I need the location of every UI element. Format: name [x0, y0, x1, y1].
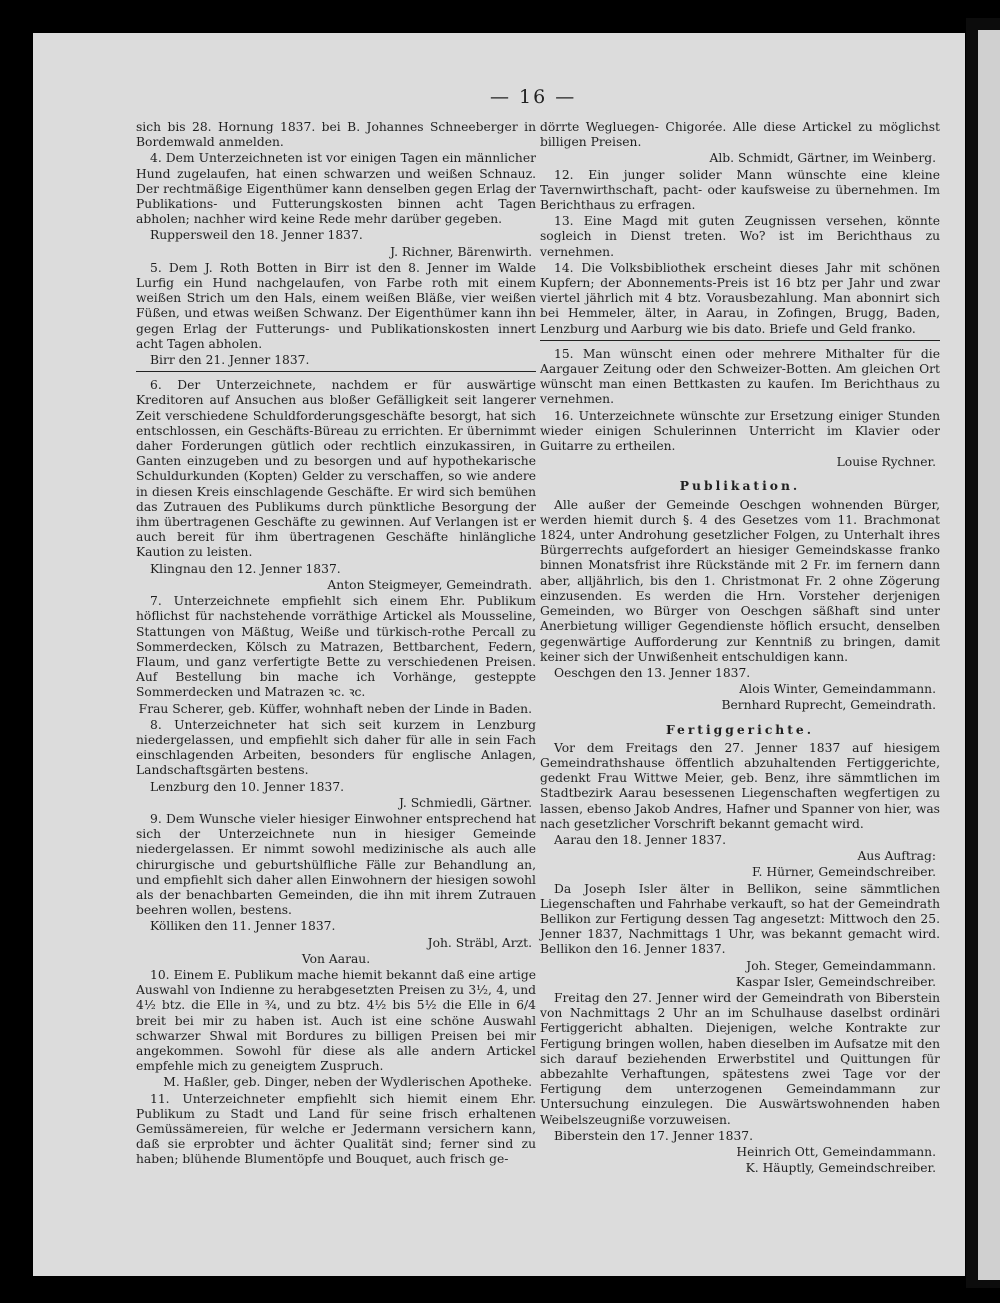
notice-paragraph: Kölliken den 11. Jenner 1837.	[150, 919, 336, 934]
notice-paragraph: Klingnau den 12. Jenner 1837.	[150, 561, 341, 576]
signature-line: Heinrich Ott, Gemeindammann.	[736, 1145, 936, 1159]
notice-paragraph: sich bis 28. Hornung 1837. bei B. Johannes Schneeberger in Bordemwald anmelden.	[136, 120, 536, 150]
notice-paragraph: Biberstein den 17. Jenner 1837.	[554, 1128, 754, 1143]
right-column	[540, 120, 940, 1177]
signature-line: Joh. Steger, Gemeindammann.	[746, 958, 936, 973]
notice-paragraph: 10. Einem E. Publikum mache hiemit bekannt daß eine artige Auswahl von Indienne zu herabgesetzten Preisen zu 3½, 4, und 4½ btz. die Elle in ¾, und zu btz. 4½ bis 5½ die Elle in 6/4 breit bei mir zu haben ist. Auch ist eine schöne Auswahl schwarzer Shwal mit Bordures zu billigen Preisen bei mir angekommen. Sowohl für diese als alle andern Artickel empfehle mich zu geneigtem Zuspruch.	[136, 967, 536, 1074]
notice-paragraph: Lenzburg den 10. Jenner 1837.	[150, 779, 345, 794]
signature-line: Kaspar Isler, Gemeindschreiber.	[735, 974, 936, 989]
signature-line: Bernhard Ruprecht, Gemeindrath.	[721, 698, 936, 713]
notice-paragraph: Alle außer der Gemeinde Oeschgen wohnenden Bürger, werden hiemit durch §. 4 des Gesetzes vom 11. Brachmonat 1824, unter Androhung gesetzlicher Folgen, zu Unterhalt ihres Bürgerrechts aufgefordert an hiesiger Gemeindskasse franko binnen Monatsfrist ihre Rückstände mit 2 Fr. im fernern dann aber, alljährlich, bis den 1. Christmonat Fr. 2 ohne Zögerung einzusenden. Es werden die Hrn. Vorsteher derjenigen Gemeinden, wo Bürger von Oeschgen säßhaft sind unter Anerbietung williger Gegendienste höflich ersucht, denselben gegenwärtige Aufforderung zur Kenntniß zu bringen, damit keiner sich der Unwißenheit entschuldigen kann.	[540, 497, 940, 664]
signature-line: K. Häuptly, Gemeindschreiber.	[745, 1161, 936, 1176]
notice-paragraph: 16. Unterzeichnete wünschte zur Ersetzung einiger Stunden wieder einigen Schulerinnen Unterricht im Klavier oder Guitarre zu ertheilen.	[540, 408, 940, 454]
notice-paragraph: 4. Dem Unterzeichneten ist vor einigen Tagen ein männlicher Hund zugelaufen, hat einen schwarzen und weißen Schnauz. Der rechtmäßige Eigenthümer kann denselben gegen Erlag der Publikations- und Futterungskosten binnen acht Tagen abholen; nachher wird keine Rede mehr darüber gegeben.	[136, 151, 536, 227]
notice-paragraph: Von Aarau.	[301, 951, 371, 966]
signature-line: M. Haßler, geb. Dinger, neben der Wydlerischen Apotheke.	[163, 1075, 532, 1090]
notice-paragraph: 7. Unterzeichnete empfiehlt sich einem Ehr. Publikum höflichst für nachstehende vorräthige Artickel als Mousseline, Stattungen von Mäßtug, Weiße und türkisch-rothe Percall zu Sommerdecken, Kölsch zu Matrazen, Bettbarchent, Federn, Flaum, und ganz verfertigte Bette zu verschiedenen Preisen. Auf Bestellung bin mache ich Vorhänge, gesteppte Sommerdecken und Matrazen ꝛc. ꝛc.	[136, 594, 536, 700]
signature-line: Alois Winter, Gemeindammann.	[739, 682, 936, 697]
notice-paragraph: 5. Dem J. Roth Botten in Birr ist den 8. Jenner im Walde Lurfig ein Hund nachgelaufen, von Farbe roth mit einem weißen Strich um den Hals, einem weißen Bläße, vier weißen Füßen, und etwas weißen Schwanz. Der Eigenthümer kann ihn gegen Erlag der Futterungs- und Publikationskosten innert acht Tagen abholen.	[136, 260, 536, 351]
notice-paragraph: 13. Eine Magd mit guten Zeugnissen versehen, könnte sogleich in Dienst treten. Wo? ist im Berichthaus zu vernehmen.	[540, 214, 940, 259]
signature-line: Aus Auftrag:	[857, 849, 936, 864]
notice-paragraph: 6. Der Unterzeichnete, nachdem er für auswärtige Kreditoren auf Ansuchen aus bloßer Gefälligkeit seit langerer Zeit verschiedene Schuldforderungsgeschäfte besorgt, hat sich entschlossen, ein Geschäfts-Büreau zu errichten. Er übernimmt daher Forderungen gütlich oder rechtlich einzukassiren, in Ganten einzugeben und zu besorgen und auf hypothekarische Schuldurkunden (Kopten) Gelder zu verschaffen, so wie andere in diesen Kreis einschlagende Geschäfte. Er wird sich bemühen das Zutrauen des Publikums durch pünktliche Besorgung der ihm übertragenen Geschäfte zu gewinnen. Auf Verlangen ist er auch bereit für ihm übertragenen Geschäfte hinlängliche Kaution zu leisten.	[136, 378, 536, 560]
signature-line: J. Richner, Bärenwirth.	[390, 244, 532, 259]
section-divider	[136, 371, 536, 372]
left-column	[136, 120, 536, 1169]
signature-line: J. Schmiedli, Gärtner.	[398, 795, 532, 810]
notice-paragraph: Da Joseph Isler älter in Bellikon, seine sämmtlichen Liegenschaften und Fahrhabe verkauft, so hat der Gemeindrath Bellikon zur Fertigung dessen Tag angesetzt: Mittwoch den 25. Jenner 1837, Nachmittags 1 Uhr, was bekannt gemacht wird. Bellikon den 16. Jenner 1837.	[540, 881, 940, 957]
notice-paragraph: Birr den 21. Jenner 1837.	[150, 353, 310, 368]
signature-line: Anton Steigmeyer, Gemeindrath.	[327, 577, 532, 592]
notice-paragraph: 15. Man wünscht einen oder mehrere Mithalter für die Aargauer Zeitung oder den Schweizer-Botten. Am gleichen Ort wünscht man einen Bettkasten zu kaufen. Im Berichthaus zu vernehmen.	[540, 346, 940, 407]
notice-paragraph: Vor dem Freitags den 27. Jenner 1837 auf hiesigem Gemeindrathshause öffentlich abzuhaltenden Fertiggerichte, gedenkt Frau Wittwe Meier, geb. Benz, ihre sämmtlichen im Stadtbezirk Aarau besessenen Liegenschaften wegfertigen zu lassen, ebenso Jakob Andres, Hafner und Spanner von hier, was nach gesetzlicher Vorschrift bekannt gemacht wird.	[540, 740, 940, 831]
notice-paragraph: 12. Ein junger solider Mann wünschte eine kleine Tavernwirthschaft, pacht- oder kaufsweise zu übernehmen. Im Berichthaus zu erfragen.	[540, 167, 940, 213]
signature-line: Frau Scherer, geb. Küffer, wohnhaft neben der Linde in Baden.	[138, 701, 532, 716]
notice-paragraph: 8. Unterzeichneter hat sich seit kurzem in Lenzburg niedergelassen, und empfiehlt sich daher für alle in sein Fach einschlagenden Arbeiten, besonders für englische Anlagen, Landschaftsgärten bestens.	[136, 717, 536, 778]
notice-paragraph: dörrte Wegluegen- Chigorée. Alle diese Artickel zu möglichst billigen Preisen.	[540, 120, 940, 150]
section-divider	[540, 340, 940, 341]
signature-line: Alb. Schmidt, Gärtner, im Weinberg.	[709, 151, 936, 166]
notice-paragraph: Freitag den 27. Jenner wird der Gemeindrath von Biberstein von Nachmittags 2 Uhr an im Schulhause daselbst ordinäri Fertiggericht abhalten. Diejenigen, welche Kontrakte zur Fertigung bringen wollen, haben dieselben im Aufsatze mit den sich darauf beziehenden Erwerbstitel und Quittungen für abbezahlte Verhaftungen, spätestens zwei Tage vor der Fertigung dem unterzogenen Gemeindammann zur Untersuchung einzulegen. Die Auswärtswohnenden haben Weibelszeugniße vorzuweisen.	[540, 990, 940, 1127]
notice-paragraph: 11. Unterzeichneter empfiehlt sich hiemit einem Ehr. Publikum zu Stadt und Land für seine frisch erhaltenen Gemüssämereien, für welche er Jedermann versichern kann, daß sie erprobter und ächter Qualität sind; ferner sind zu haben; blühende Blumentöpfe und Bouquet, auch frisch ge-	[136, 1091, 536, 1167]
facing-page-edge	[978, 30, 1000, 1280]
section-heading: Publikation.	[679, 478, 801, 494]
signature-line: Louise Rychner.	[836, 455, 936, 470]
signature-line: Joh. Sträbl, Arzt.	[427, 935, 532, 950]
page-number: — 16 —	[490, 86, 577, 108]
notice-paragraph: Ruppersweil den 18. Jenner 1837.	[150, 228, 363, 243]
notice-paragraph: 14. Die Volksbibliothek erscheint dieses Jahr mit schönen Kupfern; der Abonnements-Preis ist 16 btz per Jahr und zwar viertel jährlich mit 4 btz. Vorausbezahlung. Man abonnirt sich bei Hemmeler, älter, in Aarau, in Zofingen, Brugg, Baden, Lenzburg und Aarburg wie bis dato. Briefe und Geld franko.	[540, 260, 940, 336]
signature-line: F. Hürner, Gemeindschreiber.	[751, 865, 936, 880]
notice-paragraph: Oeschgen den 13. Jenner 1837.	[554, 665, 751, 680]
notice-paragraph: Aarau den 18. Jenner 1837.	[554, 832, 727, 847]
section-heading: Fertiggerichte.	[665, 721, 815, 737]
notice-paragraph: 9. Dem Wunsche vieler hiesiger Einwohner entsprechend hat sich der Unterzeichnete nun in hiesiger Gemeinde niedergelassen. Er nimmt sowohl medizinische als auch alle chirurgische und geburtshülfliche Fälle zur Behandlung an, und empfiehlt sich daher allen Einwohnern der hiesigen sowohl als der benachbarten Gemeinden, die ihn mit ihrem Zutrauen beehren wollen, bestens.	[136, 811, 536, 918]
